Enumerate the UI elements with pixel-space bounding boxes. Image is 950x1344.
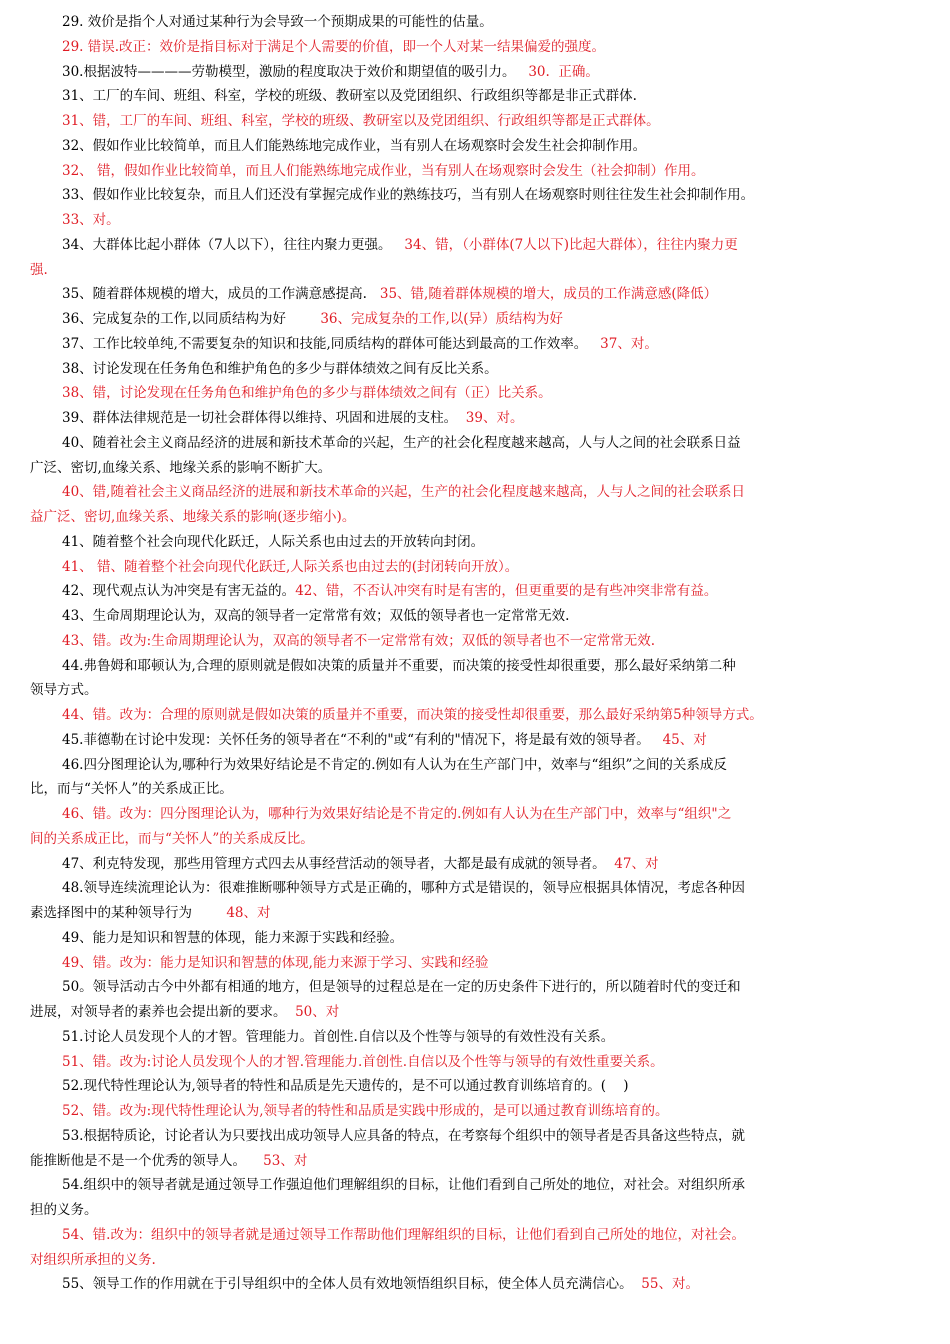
statement-text: 领导方式。 — [30, 682, 98, 699]
statement-text: 进展，对领导者的素养也会提出新的要求。 — [30, 1004, 287, 1020]
statement-text: 广泛、密切,血缘关系、地缘关系的影响不断扩大。 — [30, 459, 332, 476]
text-line — [62, 134, 920, 159]
answer-text: 对组织所承担的义务. — [30, 1251, 156, 1268]
text-line — [62, 753, 920, 778]
statement-text: 45.菲德勒在讨论中发现：关怀任务的领导者在“不利的"或“有利的"情况下，将是最有效的领导者。 — [62, 731, 650, 748]
answer-text: 41、 错、随着整个社会向现代化跃迁,人际关系也由过去的(封闭转向开放）。 — [62, 558, 519, 575]
statement-text: 44.弗鲁姆和耶顿认为,合理的原则就是假如决策的质量并不重要，而决策的接受性却很重要，那么最好采纳第二种 — [62, 657, 736, 674]
statement-text: 能推断他是不是一个优秀的领导人。 — [30, 1152, 246, 1169]
answer-text: 39、对。 — [457, 410, 524, 426]
answer-text: 54、错.改为：组织中的领导者就是通过领导工作帮助他们理解组织的目标，让他们看到自己所处的地位，对社会。 — [62, 1226, 745, 1243]
statement-text: 38、讨论发现在任务角色和维护角色的多少与群体绩效之间有反比关系。 — [62, 360, 498, 377]
answer-text: 51、错。改为:讨论人员发现个人的才智.管理能力.首创性.自信以及个性等与领导的有效性重要关系。 — [62, 1053, 664, 1070]
text-line — [62, 604, 920, 629]
text-line — [62, 307, 920, 332]
text-line — [62, 975, 920, 1000]
answer-text: 36、完成复杂的工作,以(异）质结构为好 — [285, 311, 564, 327]
text-line — [62, 852, 920, 877]
text-line — [62, 555, 920, 580]
text-line-continuation — [30, 678, 920, 703]
text-line — [62, 10, 920, 35]
text-line — [62, 332, 920, 357]
statement-text: 48.领导连续流理论认为：很难推断哪种领导方式是正确的，哪种方式是错误的，领导应根据具体情况，考虑各种因 — [62, 880, 745, 897]
text-line — [62, 1272, 920, 1297]
answer-text: 40、错,随着社会主义商品经济的进展和新技术革命的兴起，生产的社会化程度越来越高，人与人之间的社会联系日 — [62, 484, 745, 501]
text-line — [62, 530, 920, 555]
answer-text: 48、对 — [192, 905, 271, 921]
text-line — [62, 1099, 920, 1124]
answer-text: 55、对。 — [632, 1276, 699, 1293]
text-line — [62, 84, 920, 109]
statement-text: 30.根据波特————劳勒模型，激励的程度取决于效价和期望值的吸引力。 — [62, 63, 516, 80]
answer-text: 31、错，工厂的车间、班组、科室，学校的班级、教研室以及党团组织、行政组织等都是正式群体。 — [62, 113, 660, 129]
answer-text: 49、错。改为：能力是知识和智慧的体现,能力来源于学习、实践和经验 — [62, 954, 489, 971]
text-line — [62, 728, 920, 753]
text-line-continuation — [30, 1149, 920, 1174]
text-line — [62, 480, 920, 505]
statement-text: 40、随着社会主义商品经济的进展和新技术革命的兴起，生产的社会化程度越来越高，人与人之间的社会联系日益 — [62, 434, 741, 451]
text-line — [62, 60, 920, 85]
statement-text: 53.根据特质论，讨论者认为只要找出成功领导人应具备的特点，在考察每个组织中的领导者是否具备这些特点，就 — [62, 1127, 745, 1144]
answer-text: 53、对 — [246, 1152, 308, 1169]
statement-text: 47、利克特发现，那些用管理方式四去从事经营活动的领导者，大都是最有成就的领导者。 — [62, 855, 606, 872]
answer-text: 46、错。改为：四分图理论认为，哪种行为效果好结论是不肯定的.例如有人认为在生产部门中，效率与“组织"之 — [62, 806, 732, 822]
text-line — [62, 579, 920, 604]
text-line — [62, 35, 920, 60]
text-line — [62, 1173, 920, 1198]
text-line — [62, 926, 920, 951]
answer-text: 强. — [30, 261, 48, 278]
answer-text: 45、对 — [649, 731, 707, 748]
statement-text: 33、假如作业比较复杂，而且人们还没有掌握完成作业的熟练技巧，当有别人在场观察时则往往发生社会抑制作用。 — [62, 187, 755, 204]
statement-text: 34、大群体比起小群体（7人以下），往往内聚力更强。 — [62, 236, 392, 253]
statement-text: 比，而与“关怀人”的关系成正比。 — [30, 781, 233, 798]
statement-text: 46.四分图理论认为,哪种行为效果好结论是不肯定的.例如有人认为在生产部门中，效率与“组织”之间的关系成反 — [62, 756, 727, 773]
text-line-continuation — [30, 1248, 920, 1273]
text-line-continuation — [30, 505, 920, 530]
statement-text: 51.讨论人员发现个人的才智。管理能力。首创性.自信以及个性等与领导的有效性没有关系。 — [62, 1028, 615, 1045]
text-line — [62, 406, 920, 431]
answer-text: 43、错。改为:生命周期理论认为，双高的领导者不一定常常有效；双低的领导者也不一定常常无效. — [62, 632, 656, 649]
answer-text: 38、错，讨论发现在任务角色和维护角色的多少与群体绩效之间有（正）比关系。 — [62, 385, 552, 402]
answer-text: 益广泛、密切,血缘关系、地缘关系的影响(逐步缩小)。 — [30, 509, 356, 525]
statement-text: 36、完成复杂的工作,以同质结构为好 — [62, 311, 286, 327]
text-line — [62, 876, 920, 901]
text-line — [62, 357, 920, 382]
statement-text: 50。领导活动古今中外都有相通的地方，但是领导的过程总是在一定的历史条件下进行的，所以随着时代的变迁和 — [62, 979, 741, 996]
text-line — [62, 1124, 920, 1149]
text-line — [62, 183, 920, 208]
statement-text: 52.现代特性理论认为,领导者的特性和品质是先天遗传的，是不可以通过教育训练培育的。( ) — [62, 1078, 629, 1095]
statement-text: 42、现代观点认为冲突是有害无益的。 — [62, 583, 296, 600]
statement-text: 37、工作比较单纯,不需要复杂的知识和技能,同质结构的群体可能达到最高的工作效率。 — [62, 335, 588, 352]
statement-text: 43、生命周期理论认为，双高的领导者一定常常有效；双低的领导者也一定常常无效. — [62, 608, 570, 624]
answer-text: 42、错，不否认冲突有时是有害的，但更重要的是有些冲突非常有益。 — [295, 583, 718, 600]
answer-text: 35、错,随着群体规模的增大，成员的工作满意感(降低） — [366, 286, 718, 303]
text-line — [62, 654, 920, 679]
statement-text: 素选择图中的某种领导行为 — [30, 905, 192, 921]
answer-text: 47、对 — [605, 855, 659, 872]
answer-text: 32、 错，假如作业比较简单，而且人们能熟练地完成作业，当有别人在场观察时会发生（社会抑制）作用。 — [62, 162, 705, 179]
text-line — [62, 233, 920, 258]
text-line-continuation — [30, 258, 920, 283]
text-line — [62, 1074, 920, 1099]
answer-text: 间的关系成正比，而与“关怀人”的关系成反比。 — [30, 830, 314, 847]
text-line — [62, 282, 920, 307]
statement-text: 55、领导工作的作用就在于引导组织中的全体人员有效地领悟组织目标，使全体人员充满信心。 — [62, 1276, 633, 1293]
statement-text: 49、能力是知识和智慧的体现，能力来源于实践和经验。 — [62, 929, 404, 946]
text-line — [62, 431, 920, 456]
answer-text: 34、错，（小群体(7人以下)比起大群体），往往内聚力更 — [391, 236, 738, 253]
statement-text: 担的义务。 — [30, 1202, 98, 1218]
text-line — [62, 159, 920, 184]
text-line — [62, 629, 920, 654]
statement-text: 31、工厂的车间、班组、科室，学校的班级、教研室以及党团组织、行政组织等都是非正式群体. — [62, 88, 637, 105]
text-line — [62, 1025, 920, 1050]
text-line-continuation — [30, 1000, 920, 1025]
text-line — [62, 109, 920, 134]
text-line — [62, 1050, 920, 1075]
answer-text: 52、错。改为:现代特性理论认为,领导者的特性和品质是实践中形成的，是可以通过教育训练培育的。 — [62, 1103, 669, 1119]
text-line — [62, 951, 920, 976]
answer-text: 44、错。改为：合理的原则就是假如决策的质量并不重要，而决策的接受性却很重要，那么最好采纳第5种领导方式。 — [62, 707, 763, 723]
text-line — [62, 703, 920, 728]
statement-text: 39、群体法律规范是一切社会群体得以维持、巩固和进展的支柱。 — [62, 410, 458, 426]
answer-text: 33、对。 — [62, 212, 120, 228]
statement-text: 32、假如作业比较简单，而且人们能熟练地完成作业，当有别人在场观察时会发生社会抑制作用。 — [62, 137, 647, 154]
text-line — [62, 1223, 920, 1248]
text-line — [62, 208, 920, 233]
answer-text: 50、对 — [286, 1004, 340, 1020]
answer-text: 37、对。 — [587, 335, 658, 352]
text-line-continuation — [30, 901, 920, 926]
statement-text: 41、随着整个社会向现代化跃迁，人际关系也由过去的开放转向封闭。 — [62, 533, 485, 550]
statement-text: 54.组织中的领导者就是通过领导工作强迫他们理解组织的目标，让他们看到自己所处的地位，对社会。对组织所承 — [62, 1177, 745, 1194]
answer-text: 29. 错误.改正：效价是指目标对于满足个人需要的价值，即一个人对某一结果偏爱的强度。 — [62, 38, 606, 55]
text-line — [62, 802, 920, 827]
statement-text: 29. 效价是指个人对通过某种行为会导致一个预期成果的可能性的估量。 — [62, 14, 493, 30]
text-line-continuation — [30, 827, 920, 852]
text-line-continuation — [30, 1198, 920, 1223]
text-line — [62, 381, 920, 406]
answer-text: 30. 正确。 — [515, 63, 599, 80]
text-line-continuation — [30, 456, 920, 481]
text-line-continuation — [30, 777, 920, 802]
statement-text: 35、随着群体规模的增大，成员的工作满意感提高. — [62, 286, 367, 303]
